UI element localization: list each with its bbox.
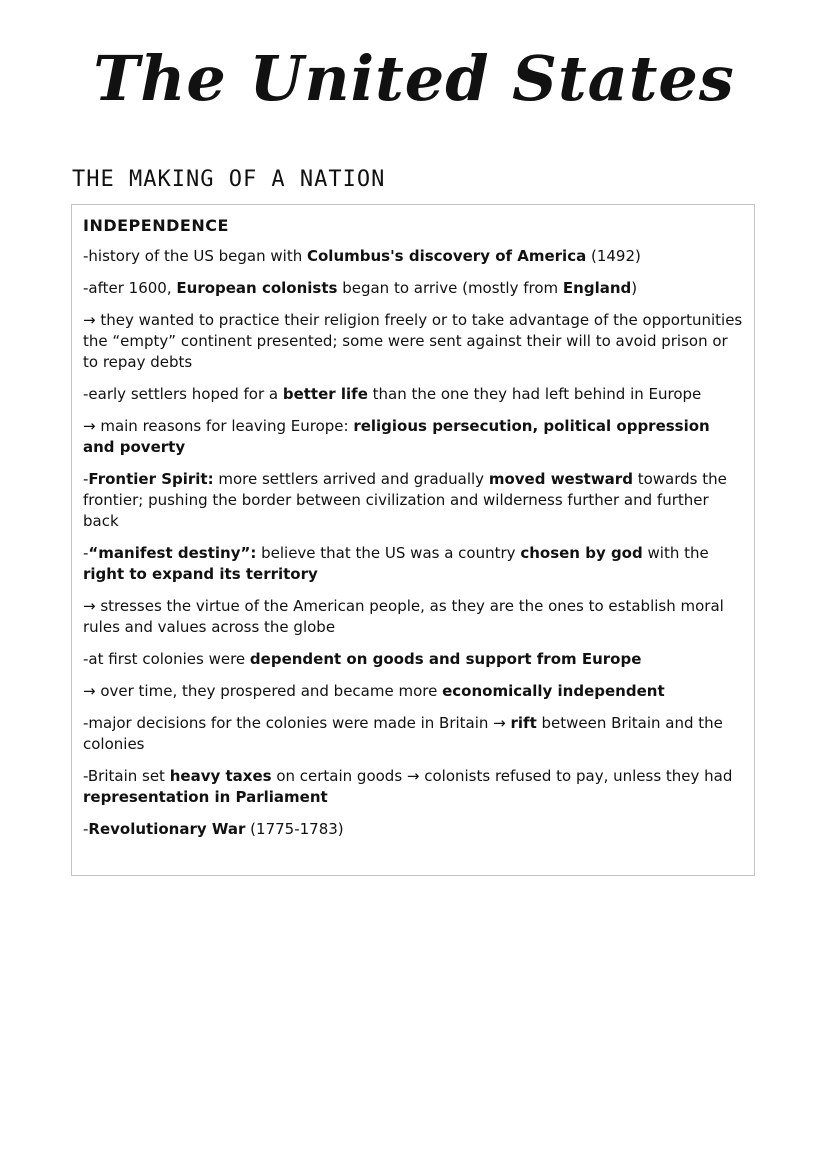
paragraph: [83, 246, 744, 267]
bold-text: Revolutionary War: [88, 820, 246, 838]
text-segment: began to arrive (mostly from: [337, 279, 563, 297]
text-segment: between Britain and the colonies: [83, 714, 723, 753]
bold-text: economically independent: [442, 682, 665, 700]
paragraph: [83, 469, 744, 532]
paragraph: [83, 416, 744, 458]
paragraph-list: [83, 246, 744, 840]
paragraph: [83, 766, 744, 808]
bold-text: Frontier Spirit:: [88, 470, 214, 488]
bold-text: rift: [510, 714, 537, 732]
bold-text: “manifest destiny”:: [88, 544, 257, 562]
text-segment: → they wanted to practice their religion freely or to take advantage of the opportunities the “empty” continent presented; some were sent against their will to avoid prison or to repay debts: [83, 311, 743, 371]
text-segment: on certain goods → colonists refused to pay, unless they had: [271, 767, 733, 785]
bold-text: Columbus's discovery of America: [306, 247, 587, 265]
text-segment: -early settlers hoped for a: [83, 385, 283, 403]
bold-text: moved westward: [488, 470, 633, 488]
text-segment: more settlers arrived and gradually: [213, 470, 489, 488]
paragraph: [83, 278, 744, 299]
text-segment: ): [631, 279, 638, 297]
paragraph: [83, 310, 744, 373]
bold-text: England: [562, 279, 632, 297]
text-segment: -history of the US began with: [83, 247, 307, 265]
text-segment: -after 1600,: [83, 279, 177, 297]
box-heading: INDEPENDENCE: [83, 216, 229, 235]
paragraph: [83, 596, 744, 638]
page-title: The United States: [93, 42, 735, 115]
bold-text: representation in Parliament: [83, 788, 328, 806]
paragraph: [83, 819, 744, 840]
bold-text: better life: [282, 385, 368, 403]
paragraph: [83, 713, 744, 755]
text-segment: -major decisions for the colonies were made in Britain →: [83, 714, 511, 732]
bold-text: dependent on goods and support from Europe: [249, 650, 642, 668]
text-segment: -: [83, 820, 89, 838]
text-segment: → main reasons for leaving Europe:: [83, 417, 354, 435]
paragraph: [83, 384, 744, 405]
text-segment: → over time, they prospered and became more: [83, 682, 443, 700]
bold-text: European colonists: [176, 279, 338, 297]
text-segment: towards the frontier; pushing the border between civilization and wilderness further and further back: [83, 470, 727, 530]
text-segment: with the: [642, 544, 709, 562]
text-segment: -at first colonies were: [83, 650, 250, 668]
bold-text: heavy taxes: [169, 767, 272, 785]
text-segment: -: [83, 470, 89, 488]
text-segment: (1775-1783): [245, 820, 344, 838]
text-segment: -Britain set: [83, 767, 170, 785]
bold-text: right to expand its territory: [83, 565, 318, 583]
text-segment: -: [83, 544, 89, 562]
paragraph: [83, 543, 744, 585]
section-title: THE MAKING OF A NATION: [72, 167, 386, 192]
bold-text: religious persecution, political oppression and poverty: [83, 417, 710, 456]
text-segment: believe that the US was a country: [256, 544, 521, 562]
bold-text: chosen by god: [520, 544, 643, 562]
paragraph: [83, 681, 744, 702]
text-segment: (1492): [586, 247, 641, 265]
independence-box: [71, 204, 755, 876]
paragraph: [83, 649, 744, 670]
text-segment: → stresses the virtue of the American people, as they are the ones to establish moral rules and values across the globe: [83, 597, 724, 636]
text-segment: than the one they had left behind in Europe: [367, 385, 702, 403]
